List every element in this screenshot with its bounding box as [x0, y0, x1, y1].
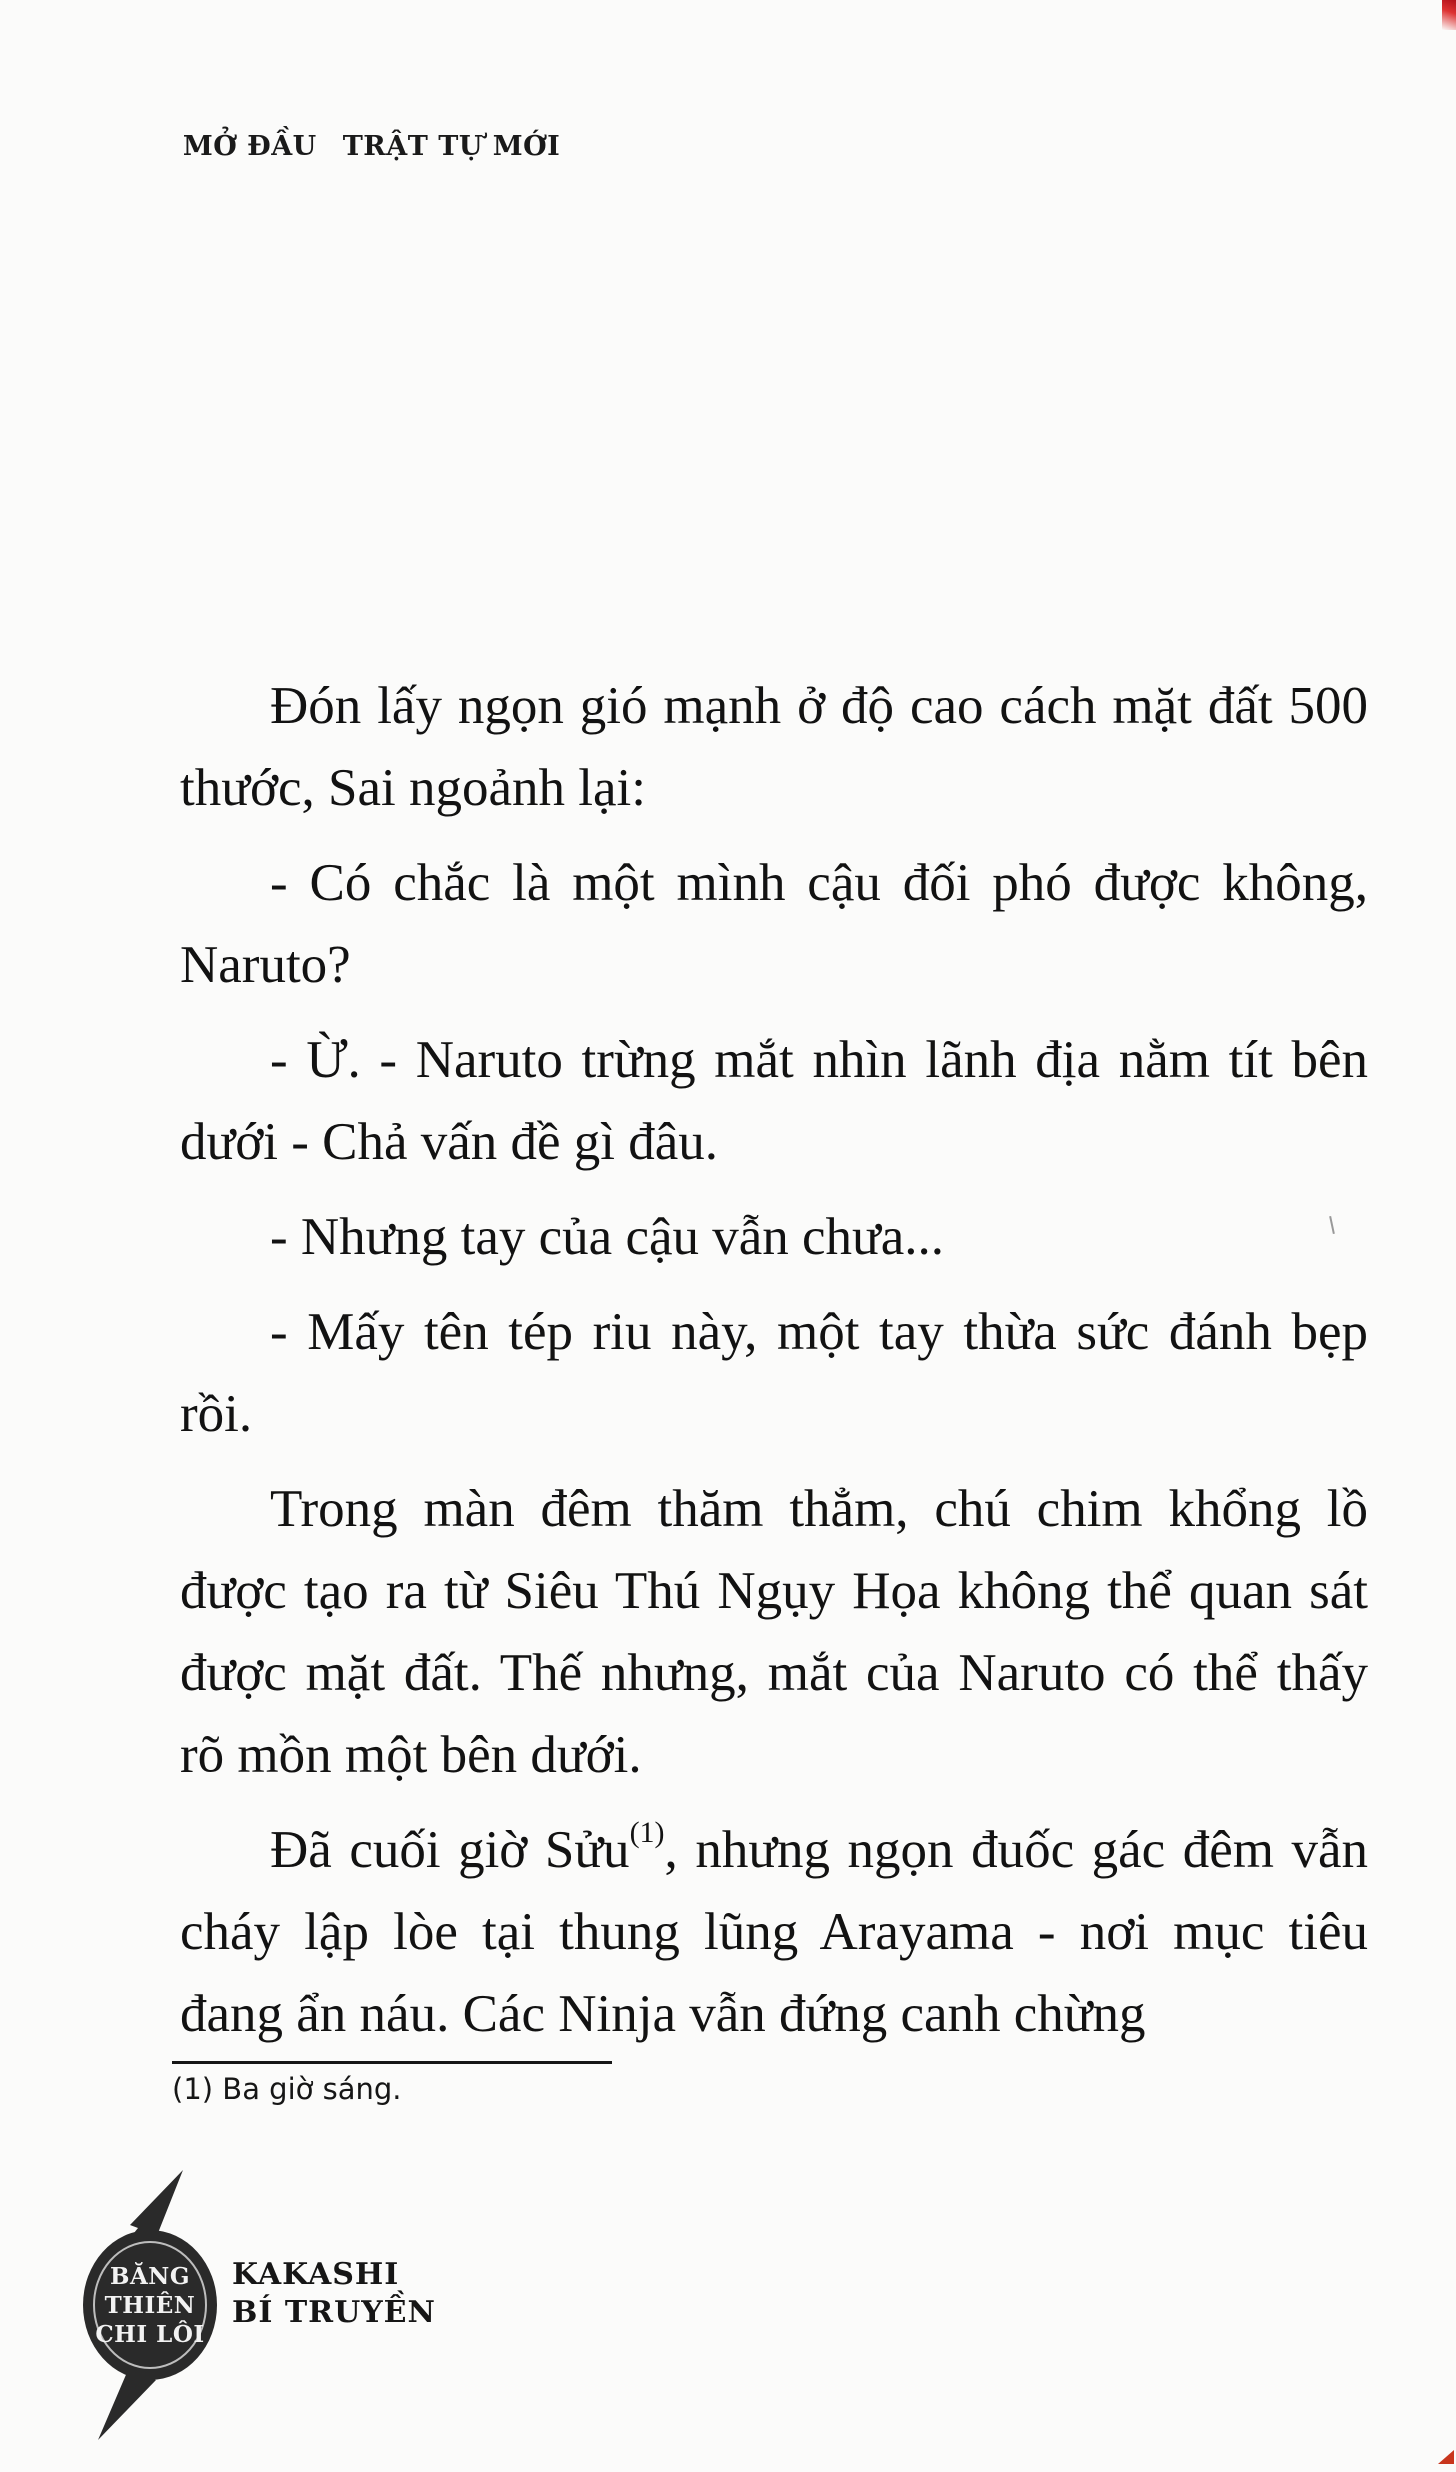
footnote-reference: (1) [629, 1816, 665, 1850]
paragraph: - Nhưng tay của cậu vẫn chưa... [270, 1208, 945, 1266]
logo-line: THIÊN [104, 2291, 196, 2319]
page-edge-red-corner [1438, 2450, 1454, 2464]
series-logo [68, 2170, 218, 2440]
series-title-line1: KAKASHI [232, 2257, 400, 2292]
series-title-line2: BÍ TRUYỀN [232, 2295, 436, 2330]
footnote-divider [172, 2061, 612, 2064]
logo-line: CHI LÔI [95, 2320, 205, 2348]
body-text [180, 665, 1368, 2068]
page-edge-red-mark [1442, 0, 1456, 30]
chapter-title: TRẬT TỰ MỚI [342, 131, 561, 162]
paragraph: - Ừ. - Naruto trừng mắt nhìn lãnh địa nằm tít bên dưới - Chả vấn đề gì đâu. [180, 1031, 1368, 1171]
footnote: (1) Ba giờ sáng. [172, 2072, 402, 2106]
paragraph: - Có chắc là một mình cậu đối phó được không, Naruto? [180, 854, 1368, 994]
paragraph: Trong màn đêm thăm thẳm, chú chim khổng lồ được tạo ra từ Siêu Thú Ngụy Họa không thể quan sát được mặt đất. Thế nhưng, mắt của Naruto có thể thấy rõ mồn một bên dưới. [180, 1480, 1368, 1784]
paragraph-text-before-ref: Đã cuối giờ Sửu [270, 1821, 630, 1879]
paragraph: Đón lấy ngọn gió mạnh ở độ cao cách mặt đất 500 thước, Sai ngoảnh lại: [180, 677, 1368, 817]
paragraph: - Mấy tên tép riu này, một tay thừa sức đánh bẹp rồi. [180, 1303, 1368, 1443]
series-title [232, 2256, 436, 2332]
running-header [163, 100, 560, 162]
logo-line: BĂNG [110, 2262, 190, 2290]
paragraph-with-footnote [180, 1809, 1368, 2055]
paragraph-text-after-ref: , nhưng ngọn đuốc gác đêm vẫn cháy lập lòe tại thung lũng Arayama - nơi mục tiêu đang ẩn náu. Các Ninja vẫn đứng canh chừng [180, 1821, 1368, 2043]
logo-text [68, 2170, 218, 2440]
chapter-label: MỞ ĐẦU [182, 131, 317, 162]
